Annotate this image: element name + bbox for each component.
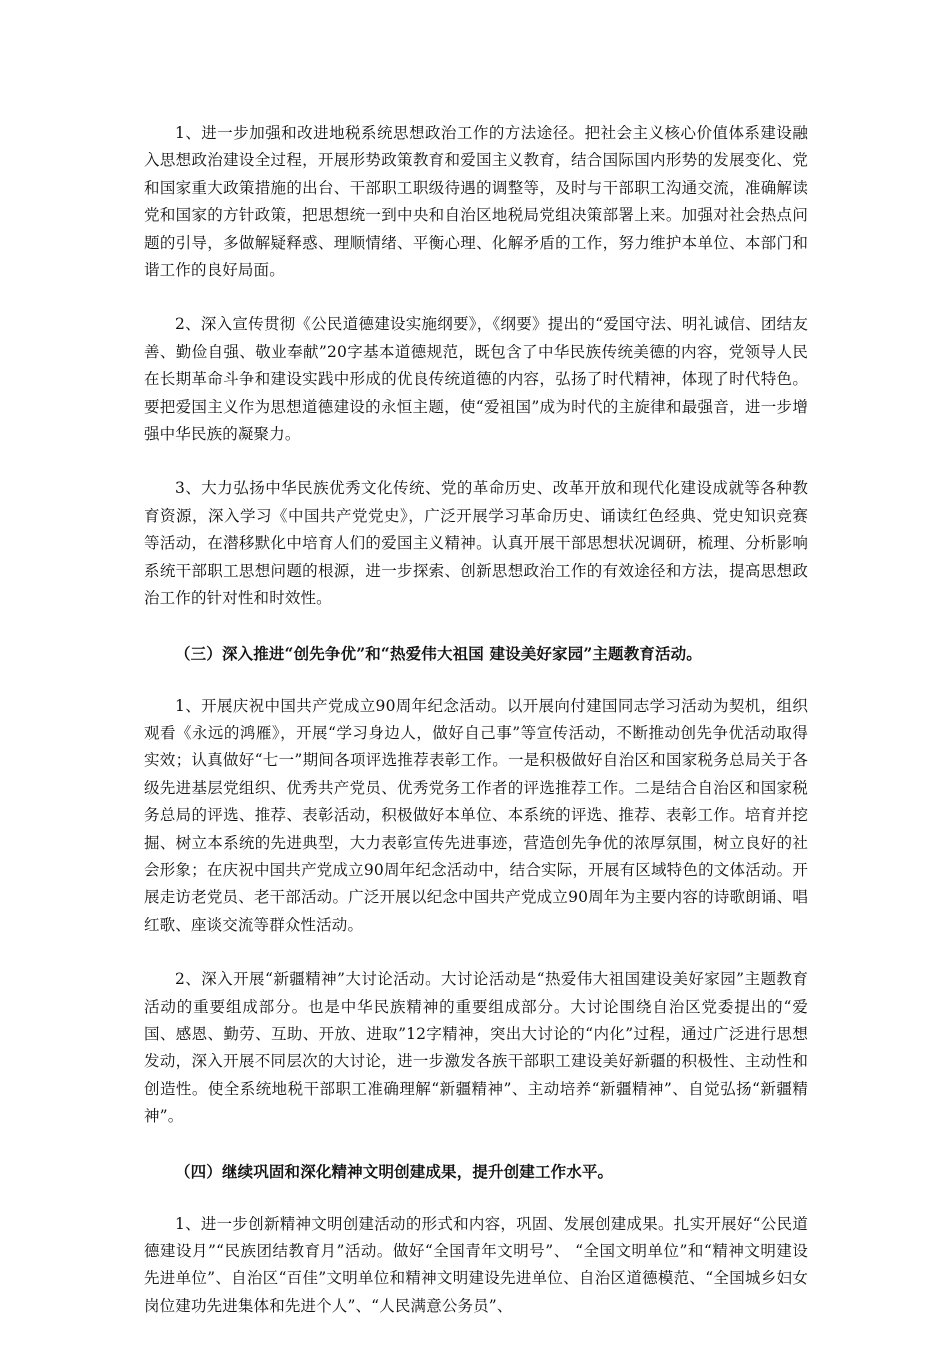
paragraph-3: 3、大力弘扬中华民族优秀文化传统、党的革命历史、改革开放和现代化建设成就等各种教育资源，深入学习《中国共产党党史》，广泛开展学习革命历史、诵读红色经典、党史知识竞赛等活动，在潜移默化中培育人们的爱国主义精神。认真开展干部思想状况调研，梳理、分析影响系统干部职工思想问题的根源，进一步探索、创新思想政治工作的有效途径和方法，提高思想政治工作的针对性和时效性。 (144, 479, 808, 608)
paragraph-5: 2、深入开展“新疆精神”大讨论活动。大讨论活动是“热爱伟大祖国建设美好家园”主题教育活动的重要组成部分。也是中华民族精神的重要组成部分。大讨论围绕自治区党委提出的“爱国、感恩、勤劳、互助、开放、进取”12字精神，突出大讨论的“内化”过程，通过广泛进行思想发动，深入开展不同层次的大讨论，进一步激发各族干部职工建设美好新疆的积极性、主动性和创造性。使全系统地税干部职工准确理解“新疆精神”、主动培养“新疆精神”、自觉弘扬“新疆精神”。 (144, 970, 808, 1126)
document-body (144, 120, 808, 1347)
paragraph-1: 1、进一步加强和改进地税系统思想政治工作的方法途径。把社会主义核心价值体系建设融入思想政治建设全过程，开展形势政策教育和爱国主义教育，结合国际国内形势的发展变化、党和国家重大政策措施的出台、干部职工职级待遇的调整等，及时与干部职工沟通交流，准确解读党和国家的方针政策，把思想统一到中央和自治区地税局党组决策部署上来。加强对社会热点问题的引导，多做解疑释惑、理顺情绪、平衡心理、化解矛盾的工作，努力维护本单位、本部门和谐工作的良好局面。 (144, 124, 808, 280)
section-heading-4: （四）继续巩固和深化精神文明创建成果，提升创建工作水平。 (175, 1161, 614, 1181)
section-heading-3: （三）深入推进“创先争优”和“热爱伟大祖国 建设美好家园”主题教育活动。 (175, 643, 702, 663)
paragraph-4: 1、开展庆祝中国共产党成立90周年纪念活动。以开展向付建国同志学习活动为契机，组织观看《永远的鸿雁》，开展“学习身边人，做好自己事”等宣传活动，不断推动创先争优活动取得实效；认真做好“七一”期间各项评选推荐表彰工作。一是积极做好自治区和国家税务总局关于各级先进基层党组织、优秀共产党员、优秀党务工作者的评选推荐工作。二是结合自治区和国家税务总局的评选、推荐、表彰活动，积极做好本单位、本系统的评选、推荐、表彰工作。培育并挖掘、树立本系统的先进典型，大力表彰宣传先进事迹，营造创先争优的浓厚氛围，树立良好的社会形象；在庆祝中国共产党成立90周年纪念活动中，结合实际，开展有区域特色的文体活动。开展走访老党员、老干部活动。广泛开展以纪念中国共产党成立90周年为主要内容的诗歌朗诵、唱红歌、座谈交流等群众性活动。 (144, 696, 808, 934)
paragraph-2: 2、深入宣传贯彻《公民道德建设实施纲要》，《纲要》提出的“爱国守法、明礼诚信、团结友善、勤俭自强、敬业奉献”20字基本道德规范，既包含了中华民族传统美德的内容，党领导人民在长期革命斗争和建设实践中形成的优良传统道德的内容，弘扬了时代精神，体现了时代特色。要把爱国主义作为思想道德建设的永恒主题，使“爱祖国”成为时代的主旋律和最强音，进一步增强中华民族的凝聚力。 (144, 315, 808, 444)
paragraph-6: 1、进一步创新精神文明创建活动的形式和内容，巩固、发展创建成果。扎实开展好“公民道德建设月”“民族团结教育月”活动。做好“全国青年文明号”、 “全国文明单位”和“精神文明建设先进单位”、自治区“百佳”文明单位和精神文明建设先进单位、自治区道德模范、“全国城乡妇女岗位建功先进集体和先进个人”、“人民满意公务员”、 (144, 1214, 808, 1315)
